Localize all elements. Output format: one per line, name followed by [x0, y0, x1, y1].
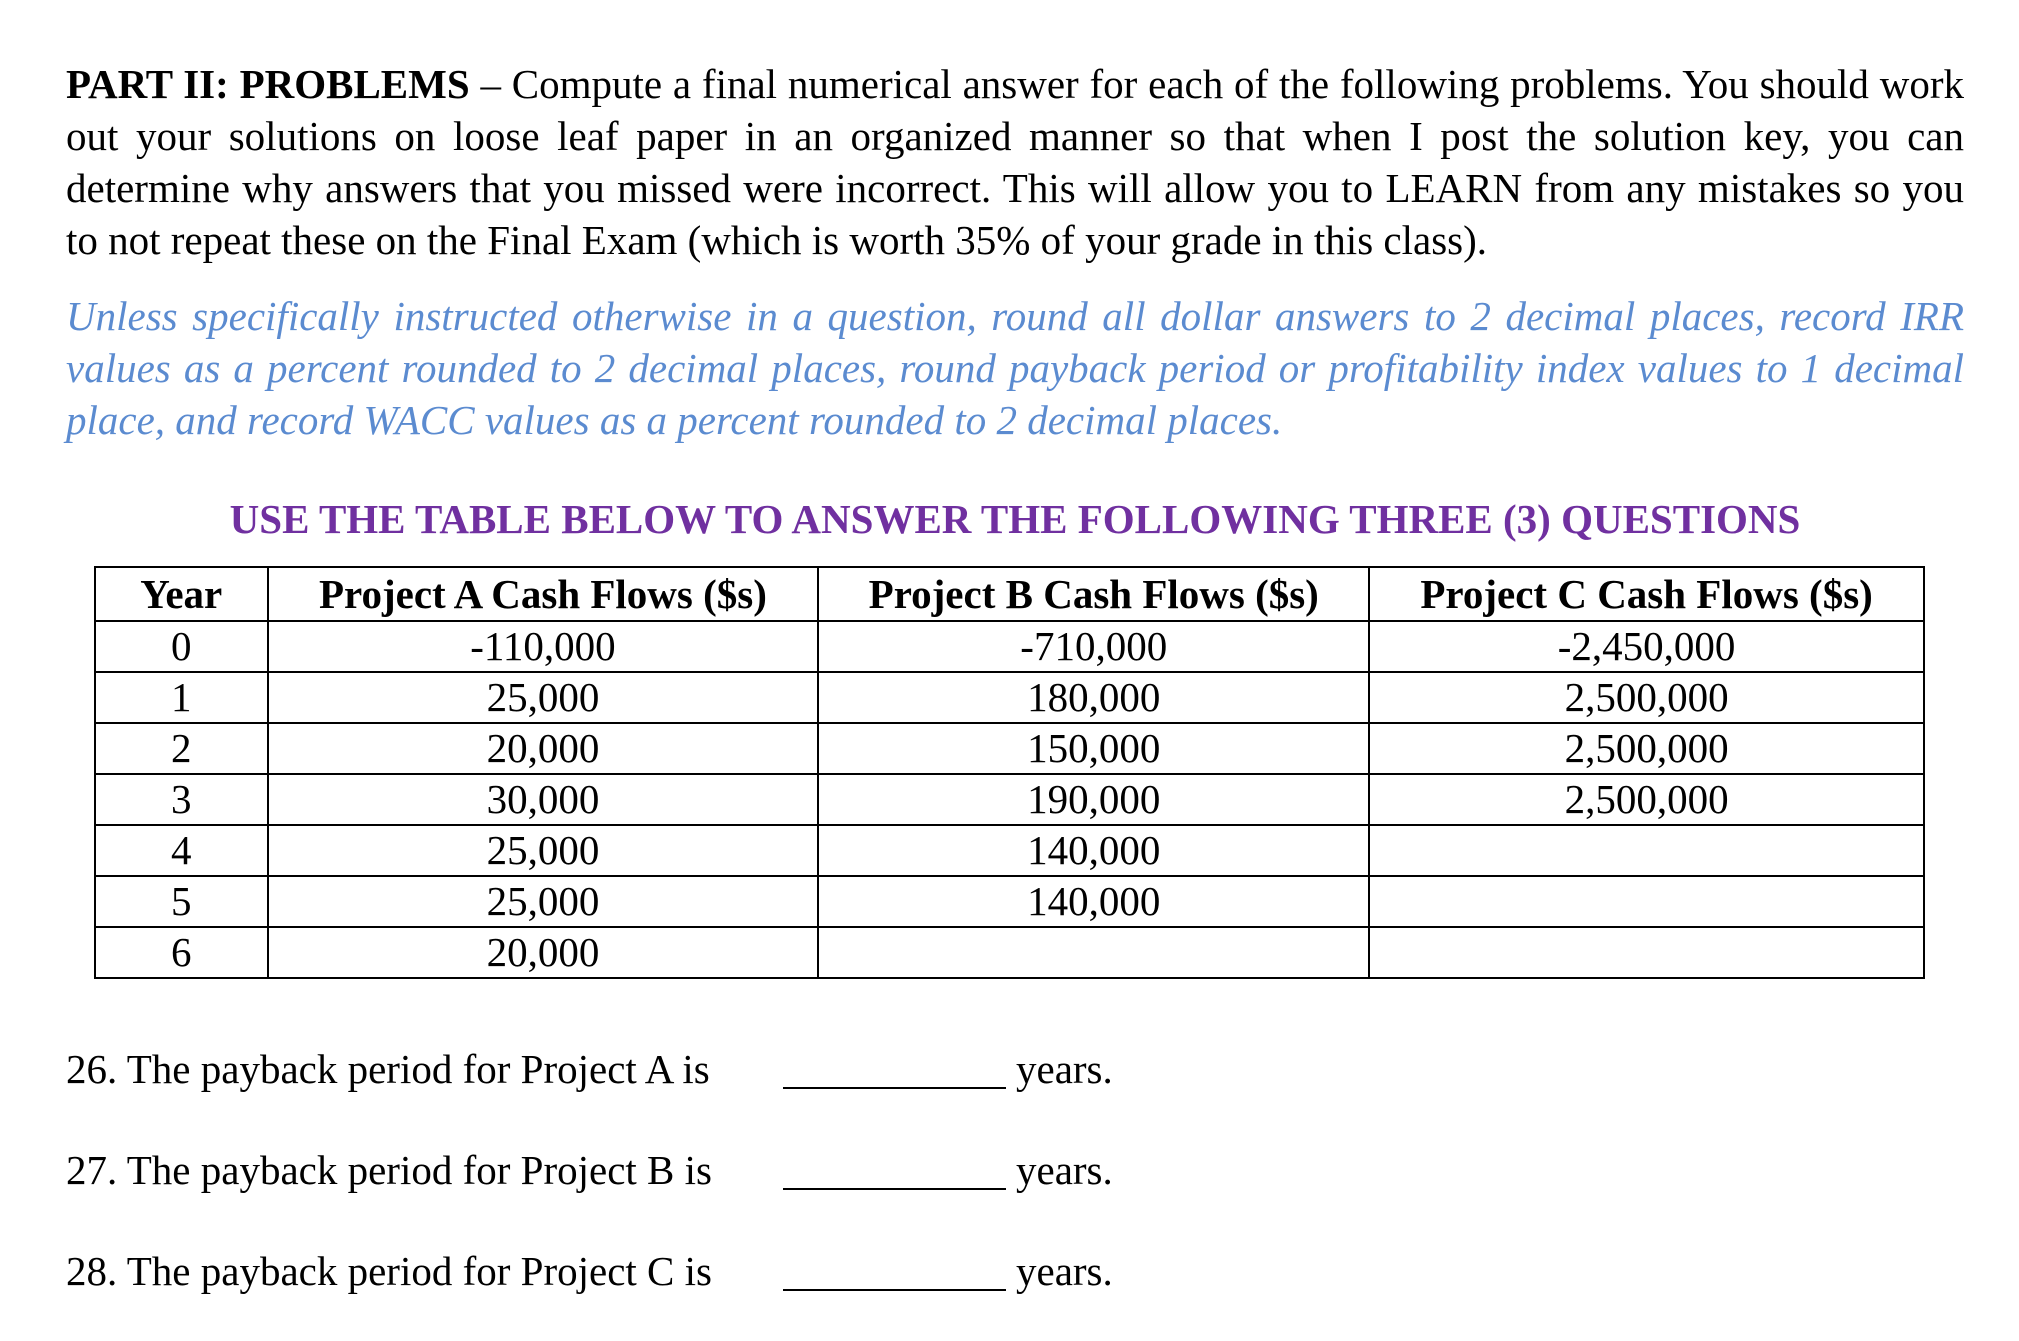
cell-project-b: -710,000 — [818, 621, 1369, 672]
table-row — [95, 723, 1924, 774]
question-text: 27. The payback period for Project B is — [66, 1147, 712, 1193]
cell-project-c: 2,500,000 — [1369, 672, 1924, 723]
table-header-row — [95, 567, 1924, 621]
answer-blank[interactable] — [783, 1087, 1006, 1089]
cell-project-a: 20,000 — [268, 927, 819, 978]
header-project-a: Project A Cash Flows ($s) — [268, 567, 819, 621]
intro-paragraph — [66, 58, 1964, 266]
cell-project-c — [1369, 927, 1924, 978]
table-row — [95, 672, 1924, 723]
cell-project-b: 180,000 — [818, 672, 1369, 723]
cell-project-c: -2,450,000 — [1369, 621, 1924, 672]
question-27 — [66, 1144, 1113, 1196]
table-row — [95, 774, 1924, 825]
table-row — [95, 876, 1924, 927]
cell-project-c — [1369, 825, 1924, 876]
cell-project-a: 25,000 — [268, 876, 819, 927]
question-28 — [66, 1245, 1113, 1297]
table-heading: USE THE TABLE BELOW TO ANSWER THE FOLLOWING THREE (3) QUESTIONS — [229, 496, 1801, 542]
cell-project-a: 20,000 — [268, 723, 819, 774]
cell-project-a: 25,000 — [268, 672, 819, 723]
cell-project-b — [818, 927, 1369, 978]
header-project-c: Project C Cash Flows ($s) — [1369, 567, 1924, 621]
cell-project-a: 25,000 — [268, 825, 819, 876]
cell-project-c: 2,500,000 — [1369, 723, 1924, 774]
header-year: Year — [95, 567, 268, 621]
header-project-b: Project B Cash Flows ($s) — [818, 567, 1369, 621]
cell-year: 0 — [95, 621, 268, 672]
question-text: 28. The payback period for Project C is — [66, 1248, 712, 1294]
question-26 — [66, 1043, 1113, 1095]
cash-flow-table — [94, 566, 1925, 979]
answer-units: years. — [1016, 1046, 1113, 1092]
cell-year: 4 — [95, 825, 268, 876]
question-text: 26. The payback period for Project A is — [66, 1046, 710, 1092]
cell-year: 2 — [95, 723, 268, 774]
part-heading: PART II: PROBLEMS — [66, 61, 470, 107]
cell-project-b: 150,000 — [818, 723, 1369, 774]
answer-units: years. — [1016, 1248, 1113, 1294]
answer-units: years. — [1016, 1147, 1113, 1193]
cell-year: 6 — [95, 927, 268, 978]
table-row — [95, 621, 1924, 672]
cell-project-c — [1369, 876, 1924, 927]
cell-project-a: -110,000 — [268, 621, 819, 672]
cell-project-b: 140,000 — [818, 876, 1369, 927]
table-row — [95, 825, 1924, 876]
table-row — [95, 927, 1924, 978]
answer-blank[interactable] — [783, 1188, 1006, 1190]
cell-project-b: 140,000 — [818, 825, 1369, 876]
cell-year: 3 — [95, 774, 268, 825]
cell-year: 1 — [95, 672, 268, 723]
cell-project-b: 190,000 — [818, 774, 1369, 825]
cell-project-a: 30,000 — [268, 774, 819, 825]
intro-text: – Compute a final numerical answer for each of the following problems. You should work out your solutions on loose leaf paper in an organized manner so that when I post the solution key, you can determine why answers that you missed were incorrect. This will allow you to LEARN from any mistakes so you to not repeat these on the Final Exam (which is worth 35% of your grade in this class). — [66, 61, 1964, 263]
cell-project-c: 2,500,000 — [1369, 774, 1924, 825]
cell-year: 5 — [95, 876, 268, 927]
answer-blank[interactable] — [783, 1289, 1006, 1291]
rounding-instructions: Unless specifically instructed otherwise in a question, round all dollar answers to 2 decimal places, record IRR values as a percent rounded to 2 decimal places, round payback period or profitability index values to 1 decimal place, and record WACC values as a percent rounded to 2 decimal places. — [66, 293, 1964, 443]
